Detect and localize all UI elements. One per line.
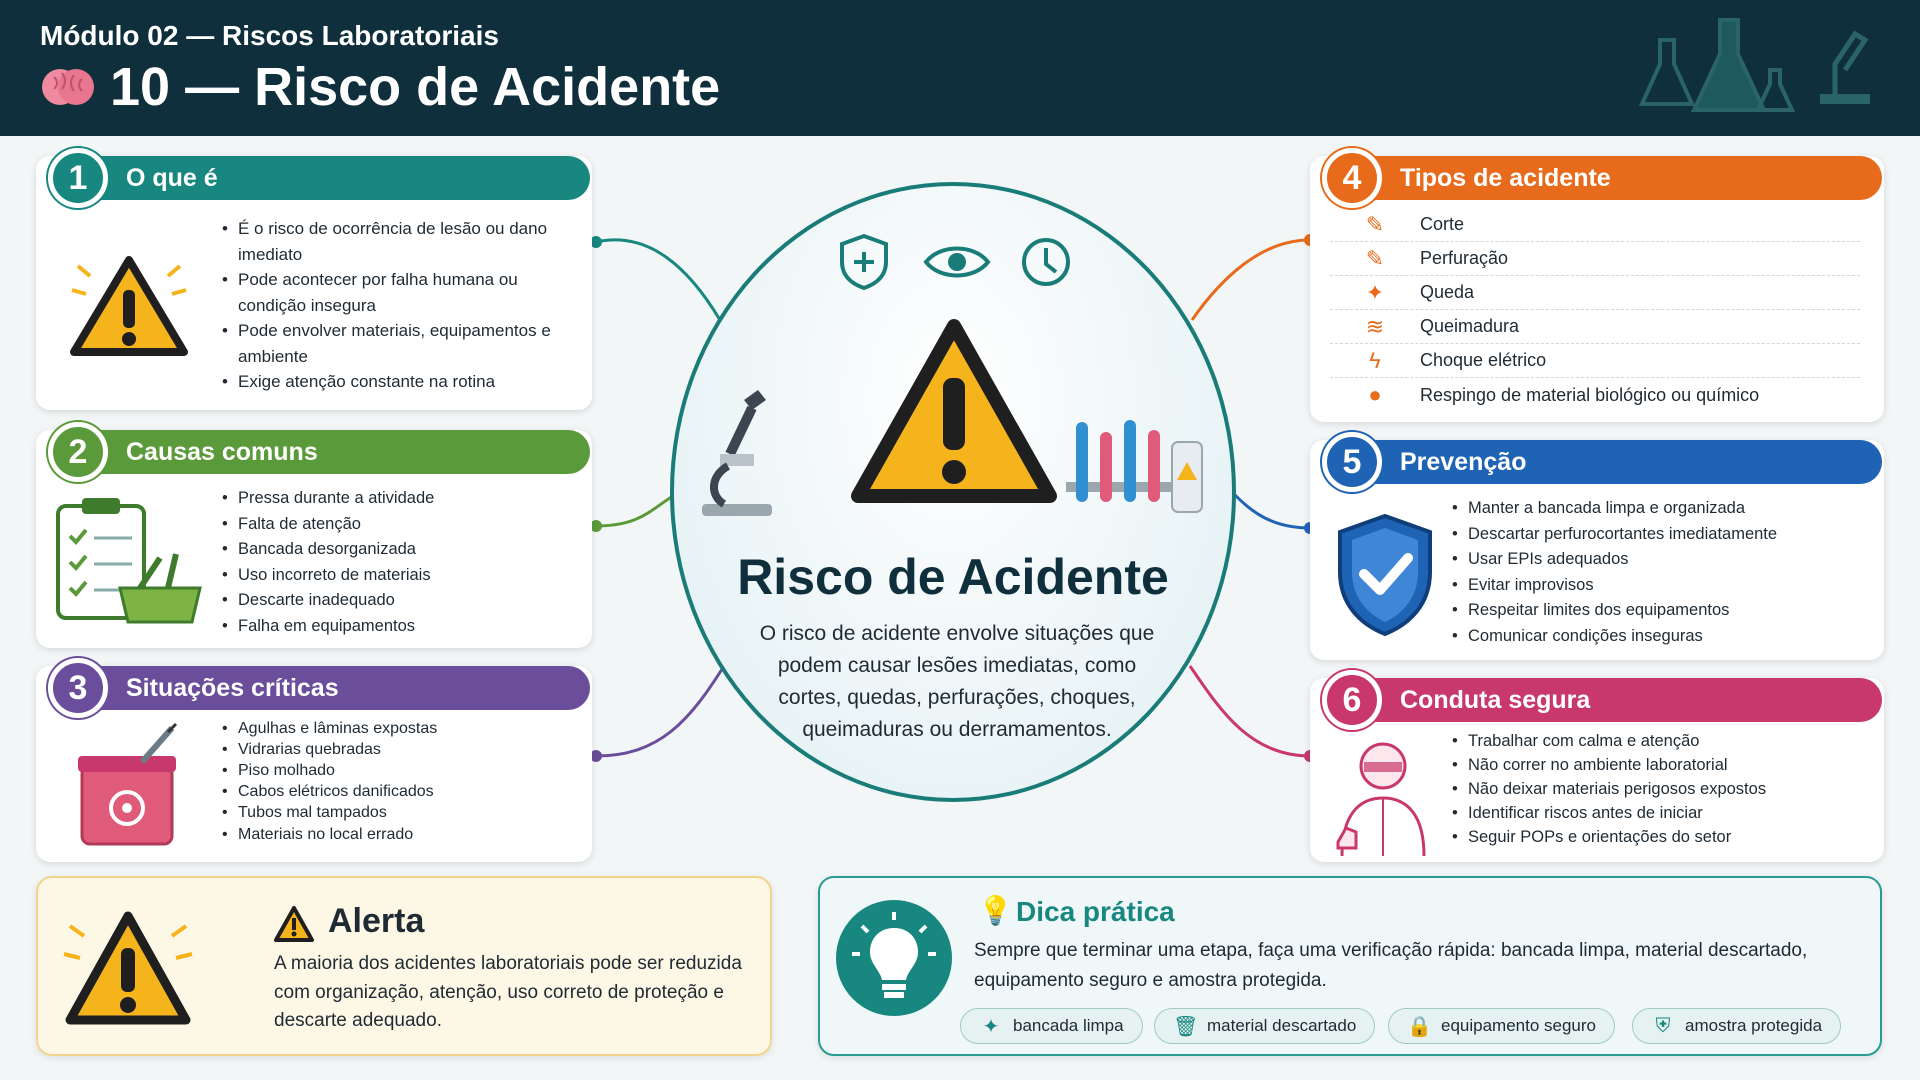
lightbulb-icon: 💡 — [978, 895, 1013, 926]
chip-label: equipamento seguro — [1441, 1016, 1597, 1035]
tip-title: Dica prática — [1016, 896, 1175, 927]
list-item: • Agulhas e lâminas expostas — [222, 718, 572, 739]
center-title: Risco de Acidente — [737, 549, 1169, 605]
header — [0, 0, 1920, 136]
needle-icon: ✎ — [1365, 245, 1385, 271]
list-item: • Falha em equipamentos — [222, 614, 572, 640]
card-what-is — [36, 156, 592, 410]
shield-check-icon — [1330, 510, 1440, 640]
accident-type-label: Perfuração — [1420, 248, 1509, 268]
page-title: 10 — Risco de Acidente — [110, 57, 721, 117]
chip-label: bancada limpa — [1013, 1016, 1124, 1035]
accident-type-label: Queda — [1420, 282, 1475, 302]
falling-person-icon: ✦ — [1365, 279, 1385, 305]
list-item: • Usar EPIs adequados — [1452, 547, 1872, 573]
list-item: • Tubos mal tampados — [222, 802, 572, 823]
drop-icon: ● — [1368, 382, 1382, 407]
center-overview — [670, 182, 1236, 802]
list-item: • Evitar improvisos — [1452, 573, 1872, 599]
card-title: Conduta segura — [1400, 685, 1591, 714]
biohazard-sharps-container-icon — [72, 722, 192, 852]
card-safe-conduct-header — [1324, 678, 1882, 722]
warning-triangle-icon — [58, 900, 198, 1034]
list-item — [1330, 276, 1860, 310]
list-item: • Descarte inadequado — [222, 588, 572, 614]
warning-triangle-icon — [64, 246, 194, 366]
chip-safe-equipment — [1388, 1008, 1615, 1044]
list-item: • Descartar perfurocortantes imediatamente — [1452, 522, 1872, 548]
lock-icon: 🔒 — [1407, 1015, 1432, 1038]
chip-discarded-material — [1154, 1008, 1375, 1044]
lab-glassware-decoration — [1620, 10, 1880, 120]
list-item: • Pode acontecer por falha humana ou condição insegura — [222, 267, 572, 318]
card-accident-types-header — [1324, 156, 1882, 200]
section-number: 2 — [48, 422, 108, 482]
list-item — [1330, 378, 1860, 412]
lightbulb-badge-icon — [834, 898, 954, 1018]
module-label: Módulo 02 — Riscos Laboratoriais — [40, 20, 499, 51]
card-prevention-header — [1324, 440, 1882, 484]
brain-icon — [40, 63, 96, 111]
list-item: • Bancada desorganizada — [222, 537, 572, 563]
trash-icon: 🗑 — [1173, 1015, 1199, 1038]
warning-small-icon — [272, 904, 316, 944]
card-what-is-list — [222, 216, 572, 395]
accident-type-label: Choque elétrico — [1420, 350, 1547, 370]
card-title: Tipos de acidente — [1400, 163, 1611, 192]
card-title: Prevenção — [1400, 447, 1527, 476]
section-number: 1 — [48, 148, 108, 208]
list-item: • Respeitar limites dos equipamentos — [1452, 598, 1872, 624]
sparkle-icon: ✦ — [982, 1015, 1000, 1038]
card-title: O que é — [126, 163, 218, 192]
list-item: • Vidrarias quebradas — [222, 739, 572, 760]
alert-box — [36, 876, 772, 1056]
lightning-icon: ϟ — [1369, 347, 1381, 373]
list-item: • Falta de atenção — [222, 512, 572, 538]
lab-worker-icon — [1328, 732, 1438, 860]
card-safe-conduct-list — [1452, 730, 1872, 850]
list-item: • Não correr no ambiente laboratorial — [1452, 754, 1872, 778]
shield-check-icon: ⛨ — [1655, 1014, 1671, 1037]
microscope-icon — [692, 380, 778, 520]
heat-icon: ≋ — [1365, 313, 1385, 339]
list-item: • Comunicar condições inseguras — [1452, 624, 1872, 650]
card-common-causes — [36, 430, 592, 648]
card-accident-types — [1310, 156, 1884, 422]
list-item: • Trabalhar com calma e atenção — [1452, 730, 1872, 754]
list-item: • Não deixar materiais perigosos expostos — [1452, 778, 1872, 802]
card-critical-situations — [36, 666, 592, 862]
section-number: 3 — [48, 658, 108, 718]
tip-box — [818, 876, 1882, 1056]
list-item: • Cabos elétricos danificados — [222, 781, 572, 802]
card-prevention-list — [1452, 496, 1872, 649]
list-item: • É o risco de ocorrência de lesão ou dano imediato — [222, 216, 572, 267]
accident-type-label: Respingo de material biológico ou químico — [1420, 384, 1760, 405]
list-item: • Manter a bancada limpa e organizada — [1452, 496, 1872, 522]
list-item: • Pode envolver materiais, equipamentos e ambiente — [222, 318, 572, 369]
clock-icon — [1024, 240, 1068, 284]
list-item — [1330, 242, 1860, 276]
list-item: • Piso molhado — [222, 760, 572, 781]
list-item — [1330, 208, 1860, 242]
scalpel-icon: ✎ — [1365, 211, 1385, 237]
test-tubes-icon — [1060, 402, 1210, 522]
section-number: 4 — [1322, 148, 1382, 208]
tip-text: Sempre que terminar uma etapa, faça uma verificação rápida: bancada limpa, material descartado, equipamento seguro e amostra protegida. — [974, 940, 1808, 992]
card-safe-conduct — [1310, 678, 1884, 862]
chip-label: material descartado — [1207, 1016, 1357, 1035]
list-item — [1330, 310, 1860, 344]
section-number: 5 — [1322, 432, 1382, 492]
alert-title: Alerta — [328, 902, 425, 940]
card-common-causes-header — [50, 430, 590, 474]
card-common-causes-list — [222, 486, 572, 639]
list-item: • Pressa durante a atividade — [222, 486, 572, 512]
eye-icon — [926, 249, 988, 276]
accident-type-label: Corte — [1420, 214, 1465, 234]
shield-plus-icon — [842, 236, 886, 288]
page-title-row — [40, 56, 720, 118]
section-number: 6 — [1322, 670, 1382, 730]
list-item: • Uso incorreto de materiais — [222, 563, 572, 589]
center-description: O risco de acidente envolve situações que podem causar lesões imediatas, como cortes, quedas, perfurações, choques, queimaduras ou derramamentos. — [759, 622, 1155, 741]
card-critical-situations-header — [50, 666, 590, 710]
card-critical-situations-list — [222, 718, 572, 845]
chip-label: amostra protegida — [1685, 1016, 1823, 1035]
accident-type-label: Queimadura — [1420, 316, 1520, 336]
list-item: • Exige atenção constante na rotina — [222, 369, 572, 395]
card-title: Situações críticas — [126, 673, 339, 702]
card-prevention — [1310, 440, 1884, 660]
warning-triangle-icon — [844, 314, 1064, 514]
clipboard-checklist-icon — [50, 492, 210, 632]
list-item: • Materiais no local errado — [222, 824, 572, 845]
card-title: Causas comuns — [126, 437, 318, 466]
chip-clean-bench — [960, 1008, 1143, 1044]
list-item: • Identificar riscos antes de iniciar — [1452, 802, 1872, 826]
list-item — [1330, 344, 1860, 378]
accident-types-list — [1330, 208, 1860, 412]
card-what-is-header — [50, 156, 590, 200]
chip-protected-sample — [1632, 1008, 1841, 1044]
center-top-icons — [834, 232, 1080, 292]
list-item: • Seguir POPs e orientações do setor — [1452, 826, 1872, 850]
alert-text: A maioria dos acidentes laboratoriais pode ser reduzida com organização, atenção, uso correto de proteção e descarte adequado. — [274, 953, 742, 1031]
